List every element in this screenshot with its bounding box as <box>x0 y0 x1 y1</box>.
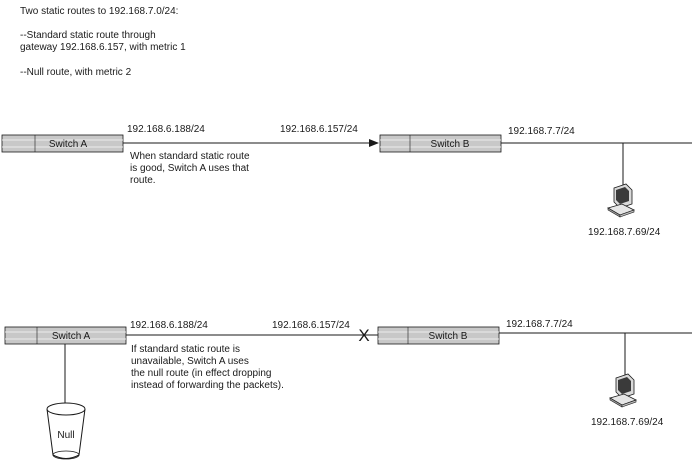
top-switch-b-label: Switch B <box>430 139 470 150</box>
bottom-note-line3: the null route (in effect dropping <box>131 368 272 379</box>
null-route-desc: --Null route, with metric 2 <box>20 67 132 78</box>
top-note-line2: is good, Switch A uses that <box>130 163 249 174</box>
bottom-switch-b-ip: 192.168.7.7/24 <box>506 319 573 330</box>
null-label: Null <box>57 430 75 441</box>
bottom-note-line4: instead of forwarding the packets). <box>131 380 284 391</box>
top-switch-a-label: Switch A <box>48 139 88 150</box>
bottom-switch-a <box>5 327 126 344</box>
bottom-switch-a-label: Switch A <box>51 331 91 342</box>
top-switch-a-ip: 192.168.6.188/24 <box>127 124 205 135</box>
bottom-pc-icon <box>610 374 636 407</box>
diagram-title: Two static routes to 192.168.7.0/24: <box>20 6 179 17</box>
bottom-gateway-ip: 192.168.6.157/24 <box>272 320 350 331</box>
top-gateway-ip: 192.168.6.157/24 <box>280 124 358 135</box>
null-bucket-icon <box>47 403 85 459</box>
bottom-switch-b <box>378 327 499 344</box>
top-note-line1: When standard static route <box>130 151 250 162</box>
top-switch-b-ip: 192.168.7.7/24 <box>508 126 575 137</box>
bottom-switch-a-ip: 192.168.6.188/24 <box>130 320 208 331</box>
bottom-note-line2: unavailable, Switch A uses <box>131 356 249 367</box>
top-note-line3: route. <box>130 175 156 186</box>
top-switch-b <box>380 135 501 152</box>
standard-route-desc-line1: --Standard static route through <box>20 30 156 41</box>
top-pc-icon <box>608 184 634 217</box>
bottom-switch-b-label: Switch B <box>428 331 468 342</box>
top-host-ip: 192.168.7.69/24 <box>588 227 661 238</box>
bottom-note-line1: If standard static route is <box>131 344 240 355</box>
bottom-host-ip: 192.168.7.69/24 <box>591 417 664 428</box>
standard-route-desc-line2: gateway 192.168.6.157, with metric 1 <box>20 42 186 53</box>
failure-x-mark: X <box>358 326 370 345</box>
top-switch-a <box>2 135 123 152</box>
